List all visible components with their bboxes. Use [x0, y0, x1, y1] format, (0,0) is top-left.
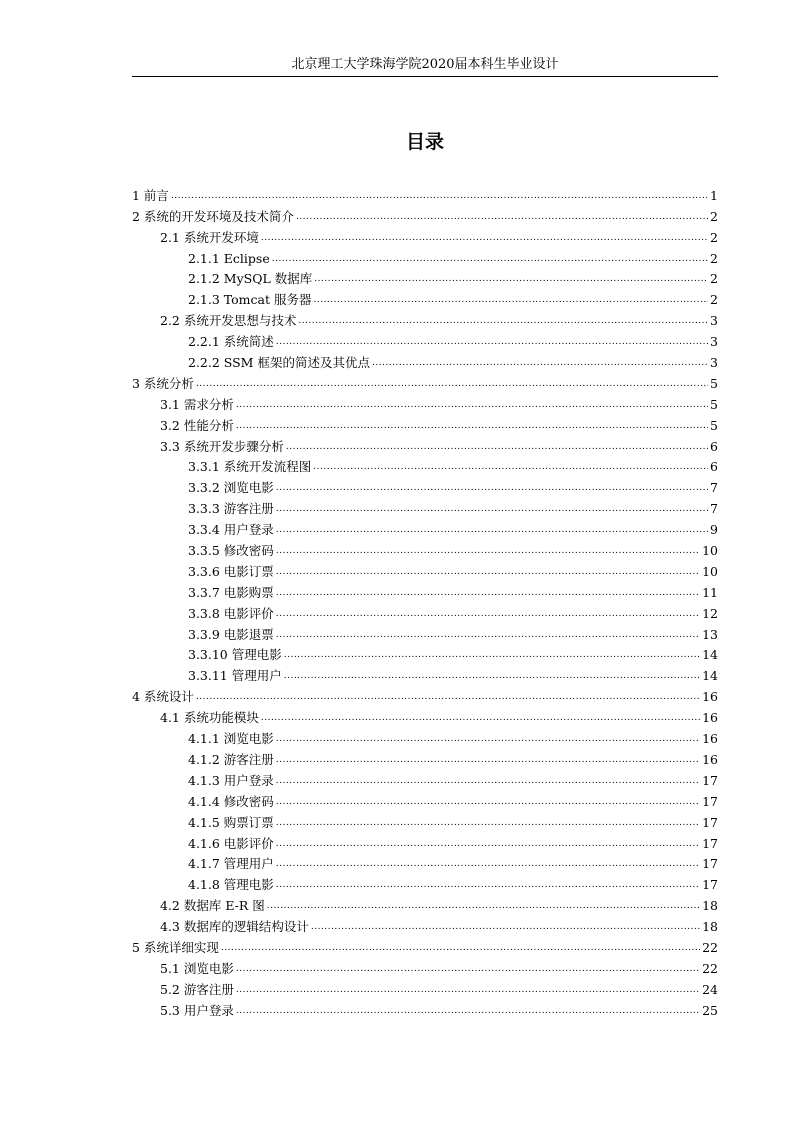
toc-entry-page: 25: [702, 1002, 718, 1018]
toc-entry-label: 3.2 性能分析: [160, 417, 234, 433]
toc-entry[interactable]: [132, 998, 718, 1019]
toc-entry[interactable]: [132, 831, 718, 852]
toc-leader-dots: [276, 773, 700, 789]
toc-leader-dots: [236, 961, 700, 977]
toc-entry-page: 7: [710, 501, 718, 517]
toc-entry-label: 2.1.1 Eclipse: [188, 250, 270, 266]
toc-entry-page: 14: [702, 647, 718, 663]
toc-entry-label: 4.1.8 管理电影: [188, 877, 274, 893]
page-header: 北京理工大学珠海学院2020届本科生毕业设计: [291, 57, 559, 72]
toc-leader-dots: [261, 710, 700, 726]
toc-entry[interactable]: [132, 810, 718, 831]
toc-leader-dots: [261, 230, 708, 246]
toc-entry[interactable]: [132, 204, 718, 225]
toc-entry-label: 5.1 浏览电影: [160, 960, 234, 976]
toc-title: 目录: [405, 131, 444, 153]
toc-entry-page: 10: [702, 563, 718, 579]
toc-entry-page: 2: [710, 271, 718, 287]
toc-entry-label: 3.3.4 用户登录: [188, 522, 274, 538]
toc-leader-dots: [236, 982, 700, 998]
toc-entry[interactable]: [132, 893, 718, 914]
toc-entry-label: 4.1.1 浏览电影: [188, 731, 274, 747]
toc-entry-page: 18: [702, 919, 718, 935]
toc-entry-label: 1 前言: [132, 187, 169, 203]
toc-leader-dots: [196, 689, 700, 705]
toc-leader-dots: [313, 459, 708, 475]
toc-entry-label: 3.1 需求分析: [160, 396, 234, 412]
toc-entry-label: 5.2 游客注册: [160, 981, 234, 997]
toc-leader-dots: [276, 815, 700, 831]
toc-entry[interactable]: [132, 225, 718, 246]
toc-entry-label: 4.1 系统功能模块: [160, 710, 259, 726]
toc-leader-dots: [314, 271, 708, 287]
toc-entry-label: 4.2 数据库 E-R 图: [160, 898, 265, 914]
toc-entry-page: 17: [702, 772, 718, 788]
toc-leader-dots: [276, 334, 708, 350]
toc-entry-label: 2.1.3 Tomcat 服务器: [188, 292, 312, 308]
toc-leader-dots: [236, 397, 708, 413]
toc-entry-label: 2.1 系统开发环境: [160, 229, 259, 245]
toc-leader-dots: [276, 877, 700, 893]
toc-entry-label: 3.3.6 电影订票: [188, 563, 274, 579]
toc-entry-page: 17: [702, 856, 718, 872]
toc-leader-dots: [372, 355, 708, 371]
toc-leader-dots: [276, 543, 700, 559]
toc-entry-label: 3.3.3 游客注册: [188, 501, 274, 517]
toc-entry-label: 5 系统详细实现: [132, 939, 219, 955]
toc-leader-dots: [276, 856, 700, 872]
toc-entry[interactable]: [132, 329, 718, 350]
toc-entry-label: 3.3.1 系统开发流程图: [188, 459, 312, 475]
toc-entry[interactable]: [132, 622, 718, 643]
toc-entry[interactable]: [132, 538, 718, 559]
toc-entry-label: 3.3.11 管理用户: [188, 668, 282, 684]
toc-entry-label: 4.1.2 游客注册: [188, 751, 274, 767]
toc-leader-dots: [276, 585, 700, 601]
toc-entry-page: 2: [710, 250, 718, 266]
toc-leader-dots: [267, 898, 700, 914]
toc-entry-label: 4.1.7 管理用户: [188, 856, 274, 872]
toc-leader-dots: [272, 251, 708, 267]
toc-entry-label: 3.3 系统开发步骤分析: [160, 438, 284, 454]
toc-entry-label: 4.1.3 用户登录: [188, 772, 274, 788]
toc-entry-label: 5.3 用户登录: [160, 1002, 234, 1018]
toc-entry[interactable]: [132, 768, 718, 789]
toc-entry-page: 6: [710, 438, 718, 454]
toc-entry-page: 9: [710, 522, 718, 538]
toc-entry[interactable]: [132, 935, 718, 956]
toc-entry-label: 4 系统设计: [132, 689, 194, 705]
toc-entry[interactable]: [132, 747, 718, 768]
toc-entry-label: 2 系统的开发环境及技术简介: [132, 208, 294, 224]
toc-entry[interactable]: [132, 580, 718, 601]
toc-leader-dots: [276, 794, 700, 810]
toc-entry-label: 4.3 数据库的逻辑结构设计: [160, 919, 309, 935]
toc-entry[interactable]: [132, 559, 718, 580]
toc-entry-label: 3.3.10 管理电影: [188, 647, 282, 663]
toc-leader-dots: [221, 940, 700, 956]
toc-entry-page: 18: [702, 898, 718, 914]
toc-leader-dots: [276, 606, 700, 622]
toc-leader-dots: [276, 731, 700, 747]
toc-entry-label: 4.1.5 购票订票: [188, 814, 274, 830]
toc-entry-page: 3: [710, 355, 718, 371]
toc-entry[interactable]: [132, 956, 718, 977]
toc-entry-page: 10: [702, 543, 718, 559]
toc-leader-dots: [296, 209, 708, 225]
toc-entry-page: 22: [702, 960, 718, 976]
toc-entry[interactable]: [132, 914, 718, 935]
toc-entry[interactable]: [132, 392, 718, 413]
toc-entry-page: 12: [702, 605, 718, 621]
toc-entry-page: 6: [710, 459, 718, 475]
toc-entry-label: 4.1.6 电影评价: [188, 835, 274, 851]
table-of-contents: [132, 183, 718, 1019]
toc-leader-dots: [236, 1003, 700, 1019]
toc-entry[interactable]: [132, 852, 718, 873]
toc-entry-page: 16: [702, 689, 718, 705]
toc-entry-page: 16: [702, 731, 718, 747]
toc-entry-page: 17: [702, 793, 718, 809]
toc-entry-page: 1: [710, 187, 718, 203]
toc-entry-page: 17: [702, 835, 718, 851]
toc-entry-label: 3 系统分析: [132, 375, 194, 391]
toc-entry-page: 13: [702, 626, 718, 642]
toc-entry[interactable]: [132, 308, 718, 329]
toc-entry[interactable]: [132, 977, 718, 998]
toc-entry-label: 3.3.9 电影退票: [188, 626, 274, 642]
toc-leader-dots: [298, 313, 708, 329]
toc-entry-label: 2.2.2 SSM 框架的简述及其优点: [188, 355, 370, 371]
toc-entry[interactable]: [132, 496, 718, 517]
toc-entry[interactable]: [132, 643, 718, 664]
toc-entry[interactable]: [132, 455, 718, 476]
toc-entry-page: 5: [710, 417, 718, 433]
toc-leader-dots: [276, 627, 700, 643]
toc-leader-dots: [286, 439, 708, 455]
toc-entry-page: 24: [702, 981, 718, 997]
toc-entry[interactable]: [132, 789, 718, 810]
toc-entry[interactable]: [132, 413, 718, 434]
toc-leader-dots: [284, 647, 700, 663]
toc-entry[interactable]: [132, 246, 718, 267]
toc-entry-label: 3.3.8 电影评价: [188, 605, 274, 621]
toc-entry[interactable]: [132, 705, 718, 726]
toc-entry[interactable]: [132, 287, 718, 308]
toc-entry-label: 2.2 系统开发思想与技术: [160, 313, 297, 329]
toc-entry-page: 3: [710, 313, 718, 329]
toc-entry-page: 17: [702, 877, 718, 893]
toc-entry[interactable]: [132, 872, 718, 893]
toc-entry[interactable]: [132, 663, 718, 684]
toc-leader-dots: [276, 501, 708, 517]
toc-entry-label: 3.3.7 电影购票: [188, 584, 274, 600]
toc-entry-label: 3.3.2 浏览电影: [188, 480, 274, 496]
toc-entry-page: 7: [710, 480, 718, 496]
toc-entry[interactable]: [132, 434, 718, 455]
toc-leader-dots: [284, 668, 700, 684]
toc-entry-label: 3.3.5 修改密码: [188, 543, 274, 559]
toc-leader-dots: [313, 292, 708, 308]
toc-entry-label: 2.1.2 MySQL 数据库: [188, 271, 313, 287]
toc-entry-page: 22: [702, 939, 718, 955]
toc-entry[interactable]: [132, 350, 718, 371]
toc-leader-dots: [276, 836, 700, 852]
toc-entry[interactable]: [132, 726, 718, 747]
toc-entry[interactable]: [132, 684, 718, 705]
toc-entry[interactable]: [132, 371, 718, 392]
toc-entry-page: 16: [702, 710, 718, 726]
toc-leader-dots: [236, 418, 708, 434]
toc-entry[interactable]: [132, 517, 718, 538]
toc-entry[interactable]: [132, 475, 718, 496]
toc-leader-dots: [171, 188, 708, 204]
toc-leader-dots: [276, 480, 708, 496]
toc-leader-dots: [276, 564, 700, 580]
toc-entry[interactable]: [132, 183, 718, 204]
toc-entry-page: 2: [710, 208, 718, 224]
toc-leader-dots: [196, 376, 708, 392]
toc-entry-page: 5: [710, 396, 718, 412]
toc-leader-dots: [276, 752, 700, 768]
toc-entry-page: 16: [702, 751, 718, 767]
toc-leader-dots: [276, 522, 708, 538]
toc-entry-page: 17: [702, 814, 718, 830]
toc-entry-label: 4.1.4 修改密码: [188, 793, 274, 809]
toc-entry[interactable]: [132, 267, 718, 288]
toc-leader-dots: [311, 919, 700, 935]
toc-entry-page: 14: [702, 668, 718, 684]
toc-entry-page: 5: [710, 375, 718, 391]
toc-entry-label: 2.2.1 系统简述: [188, 334, 274, 350]
header-rule: [132, 76, 718, 77]
toc-entry-page: 2: [710, 292, 718, 308]
toc-entry-page: 3: [710, 334, 718, 350]
toc-entry-page: 2: [710, 229, 718, 245]
toc-entry-page: 11: [702, 584, 718, 600]
toc-entry[interactable]: [132, 601, 718, 622]
